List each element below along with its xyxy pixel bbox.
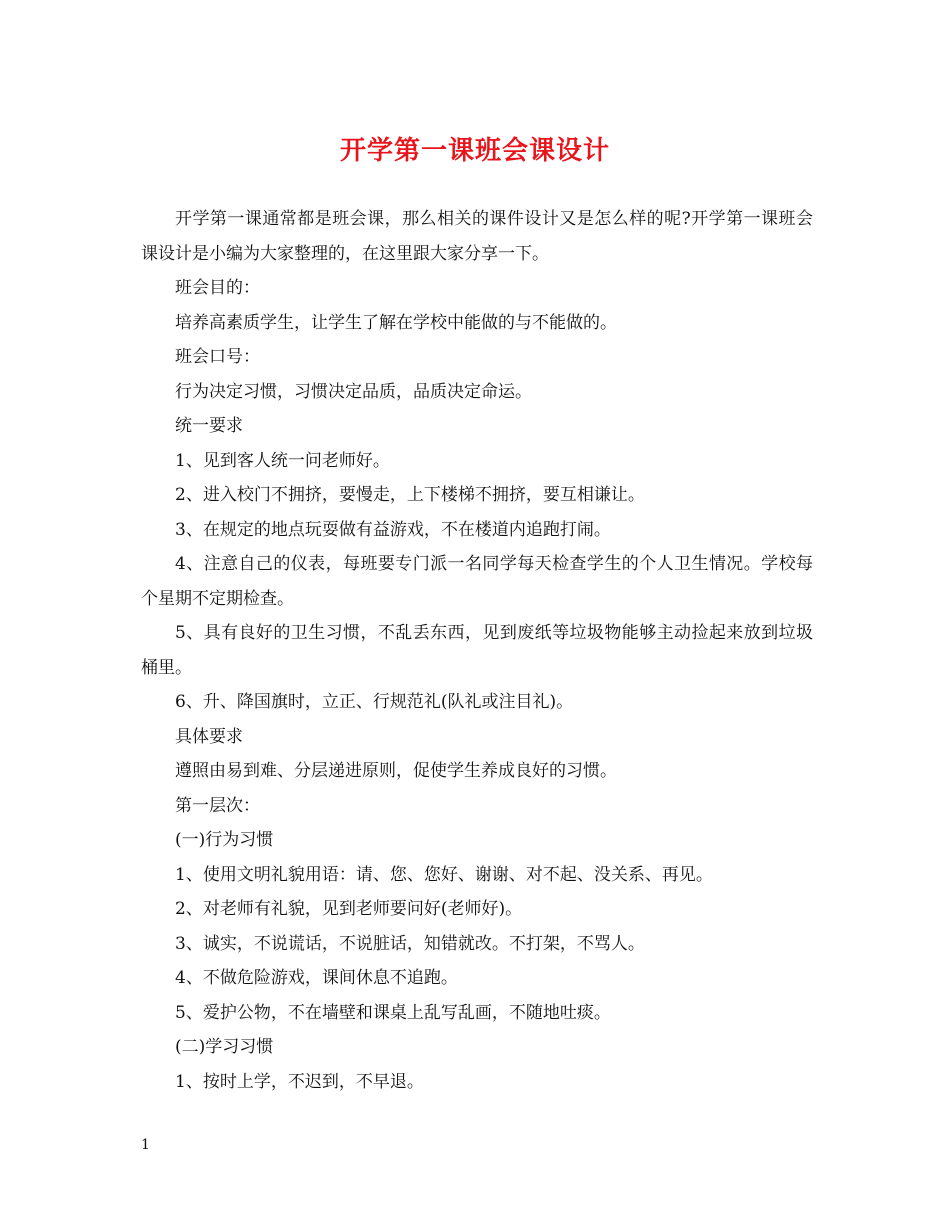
paragraph: 5、具有良好的卫生习惯，不乱丢东西，见到废纸等垃圾物能够主动捡起来放到垃圾桶里。 [141,623,813,678]
paragraph: 班会口号： [175,347,260,367]
paragraph: 统一要求 [175,416,243,436]
paragraph: 2、对老师有礼貌，见到老师要问好(老师好)。 [175,899,523,919]
page-number: 1 [141,1137,150,1153]
paragraph: 4、注意自己的仪表，每班要专门派一名同学每天检查学生的个人卫生情况。学校每个星期不定期检查。 [141,554,813,609]
paragraph: (一)行为习惯 [175,830,274,850]
paragraph: 3、在规定的地点玩耍做有益游戏，不在楼道内追跑打闹。 [175,519,611,540]
paragraph: 1、使用文明礼貌用语：请、您、您好、谢谢、对不起、没关系、再见。 [175,864,713,885]
paragraph: 1、见到客人统一问老师好。 [175,450,390,471]
paragraph: 4、不做危险游戏，课间休息不追跑。 [175,968,458,988]
paragraph: 1、按时上学，不迟到，不早退。 [175,1071,424,1092]
paragraph: 班会目的： [175,278,260,298]
paragraph: 具体要求 [175,726,243,747]
paragraph: 行为决定习惯，习惯决定品质，品质决定命运。 [175,381,532,402]
document-body [141,202,813,1099]
paragraph: 2、进入校门不拥挤，要慢走，上下楼梯不拥挤，要互相谦让。 [175,485,645,505]
paragraph: 第一层次： [175,795,260,816]
paragraph: 5、爱护公物，不在墙壁和课桌上乱写乱画，不随地吐痰。 [175,1002,611,1023]
paragraph: 3、诚实，不说谎话，不说脏话，知错就改。不打架，不骂人。 [175,933,645,954]
paragraph: 6、升、降国旗时，立正、行规范礼(队礼或注目礼)。 [175,692,574,712]
paragraph: 遵照由易到难、分层递进原则，促使学生养成良好的习惯。 [175,761,617,781]
document-title: 开学第一课班会课设计 [339,136,610,166]
paragraph: 开学第一课通常都是班会课，那么相关的课件设计又是怎么样的呢?开学第一课班会课设计是小编为大家整理的，在这里跟大家分享一下。 [141,209,813,264]
paragraph: (二)学习习惯 [175,1037,274,1057]
paragraph: 培养高素质学生，让学生了解在学校中能做的与不能做的。 [175,312,617,333]
